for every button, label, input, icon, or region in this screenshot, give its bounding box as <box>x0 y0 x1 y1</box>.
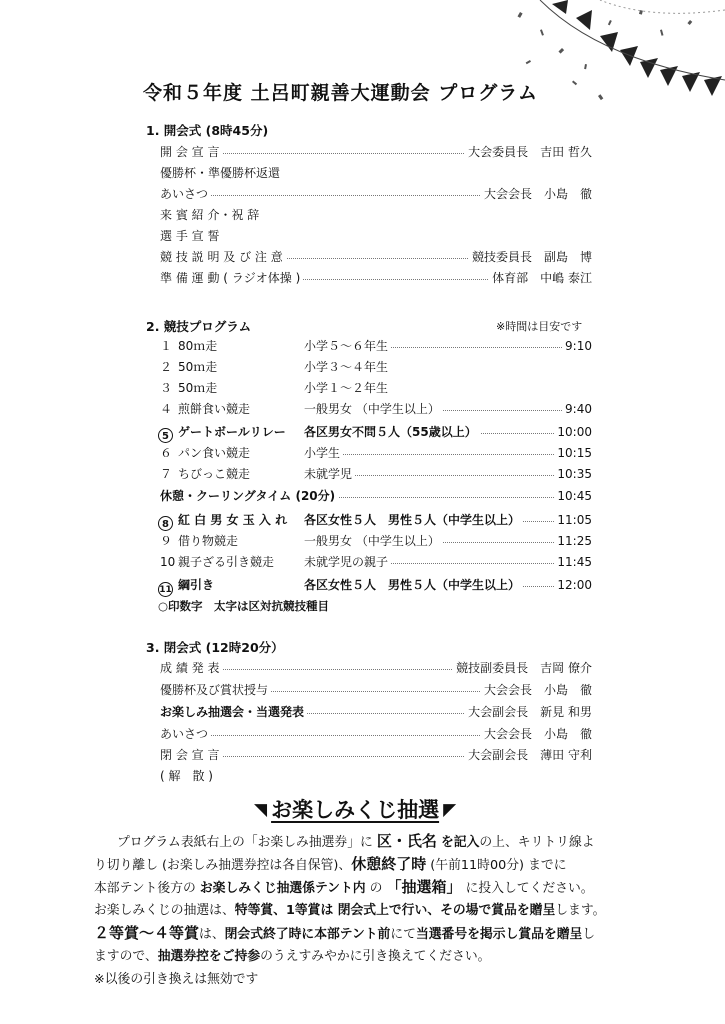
lottery-note: ※以後の引き換えは無効です <box>94 972 259 987</box>
lottery-line-4: お楽しみくじの抽選は、特等賞、1等賞は 閉会式上で行い、その場で賞品を贈呈します。 <box>94 903 606 918</box>
lottery-line-5: ２等賞～４等賞は、閉会式終了時に本部テント前にて当選番号を掲示し賞品を贈呈し <box>94 924 596 942</box>
closing-item: 閉 会 宣 言 大会副会長 薄田 守利 <box>160 745 592 766</box>
triangle-right-icon: ◤ <box>443 800 457 820</box>
lottery-line-3: 本部テント後方の お楽しみくじ抽選係テント内 の 「抽選箱」 に投入してください。 <box>94 878 594 896</box>
opening-item: あいさつ 大会会長 小島 徹 <box>160 184 592 205</box>
closing-item: 優勝杯及び賞状授与 大会会長 小島 徹 <box>160 680 592 701</box>
lottery-banner: ◥ お楽しみくじ抽選 ◤ <box>254 798 457 822</box>
event-row: 10 親子ざる引き競走 未就学児の親子 11:45 <box>160 552 592 573</box>
event-row: 11 綱引き 各区女性５人 男性５人（中学生以上） 12:00 <box>160 575 592 596</box>
event-row: ２ 50ｍ走 小学３～４年生 <box>160 357 592 378</box>
time-note: ※時間は目安です <box>496 320 583 333</box>
closing-heading: 3. 閉会式 (12時20分） <box>146 640 284 655</box>
event-row: １ 80ｍ走 小学５～６年生 9:10 <box>160 336 592 357</box>
opening-item: 準 備 運 動 ( ラジオ体操 ) 体育部 中嶋 泰江 <box>160 268 592 289</box>
triangle-left-icon: ◥ <box>254 800 268 820</box>
event-row: 5 ゲートボールリレー 各区男女不問５人（55歳以上） 10:00 <box>160 422 592 443</box>
opening-item: 開 会 宣 言 大会委員長 吉田 哲久 <box>160 142 592 163</box>
lottery-line-1: プログラム表紙右上の「お楽しみ抽選券」に 区・氏名 を記入の上、キリトリ線よ <box>117 832 595 850</box>
lottery-line-2: り切り離し (お楽しみ抽選券控は各自保管)、休憩終了時 (午前11時00分) までに <box>94 855 567 873</box>
event-row: ９ 借り物競走 一般男女 （中学生以上） 11:25 <box>160 531 592 552</box>
event-row: ７ ちびっこ競走 未就学児 10:35 <box>160 464 592 485</box>
closing-item: あいさつ 大会会長 小島 徹 <box>160 724 592 745</box>
closing-item: 成 績 発 表 競技副委員長 吉岡 僚介 <box>160 658 592 679</box>
events-heading: 2. 競技プログラム <box>146 319 252 334</box>
events-footnote: ○印数字 太字は区対抗競技種目 <box>158 599 330 613</box>
closing-item: お楽しみ抽選会・当選発表 大会副会長 新見 和男 <box>160 702 592 723</box>
closing-item: ( 解 散 ) <box>160 769 213 783</box>
event-row: ６ パン食い競走 小学生 10:15 <box>160 443 592 464</box>
event-row: 8 紅 白 男 女 玉 入 れ 各区女性５人 男性５人（中学生以上） 11:05 <box>160 510 592 531</box>
break-row: 休憩・クーリングタイム (20分) 10:45 <box>160 486 592 507</box>
opening-item: 来 賓 紹 介・祝 辞 <box>160 208 260 222</box>
page-title: 令和５年度 土呂町親善大運動会 プログラム <box>143 82 539 104</box>
opening-heading: 1. 開会式 (8時45分) <box>146 123 269 138</box>
opening-item: 選 手 宣 誓 <box>160 229 220 243</box>
event-row: ４ 煎餅食い競走 一般男女 （中学生以上） 9:40 <box>160 399 592 420</box>
opening-item: 優勝杯・準優勝杯返還 <box>160 166 281 180</box>
lottery-line-6: ますので、抽選券控をご持参のうえすみやかに引き換えてください。 <box>94 949 491 964</box>
opening-item: 競 技 説 明 及 び 注 意 競技委員長 副島 博 <box>160 247 592 268</box>
event-row: ３ 50ｍ走 小学１～２年生 <box>160 378 592 399</box>
